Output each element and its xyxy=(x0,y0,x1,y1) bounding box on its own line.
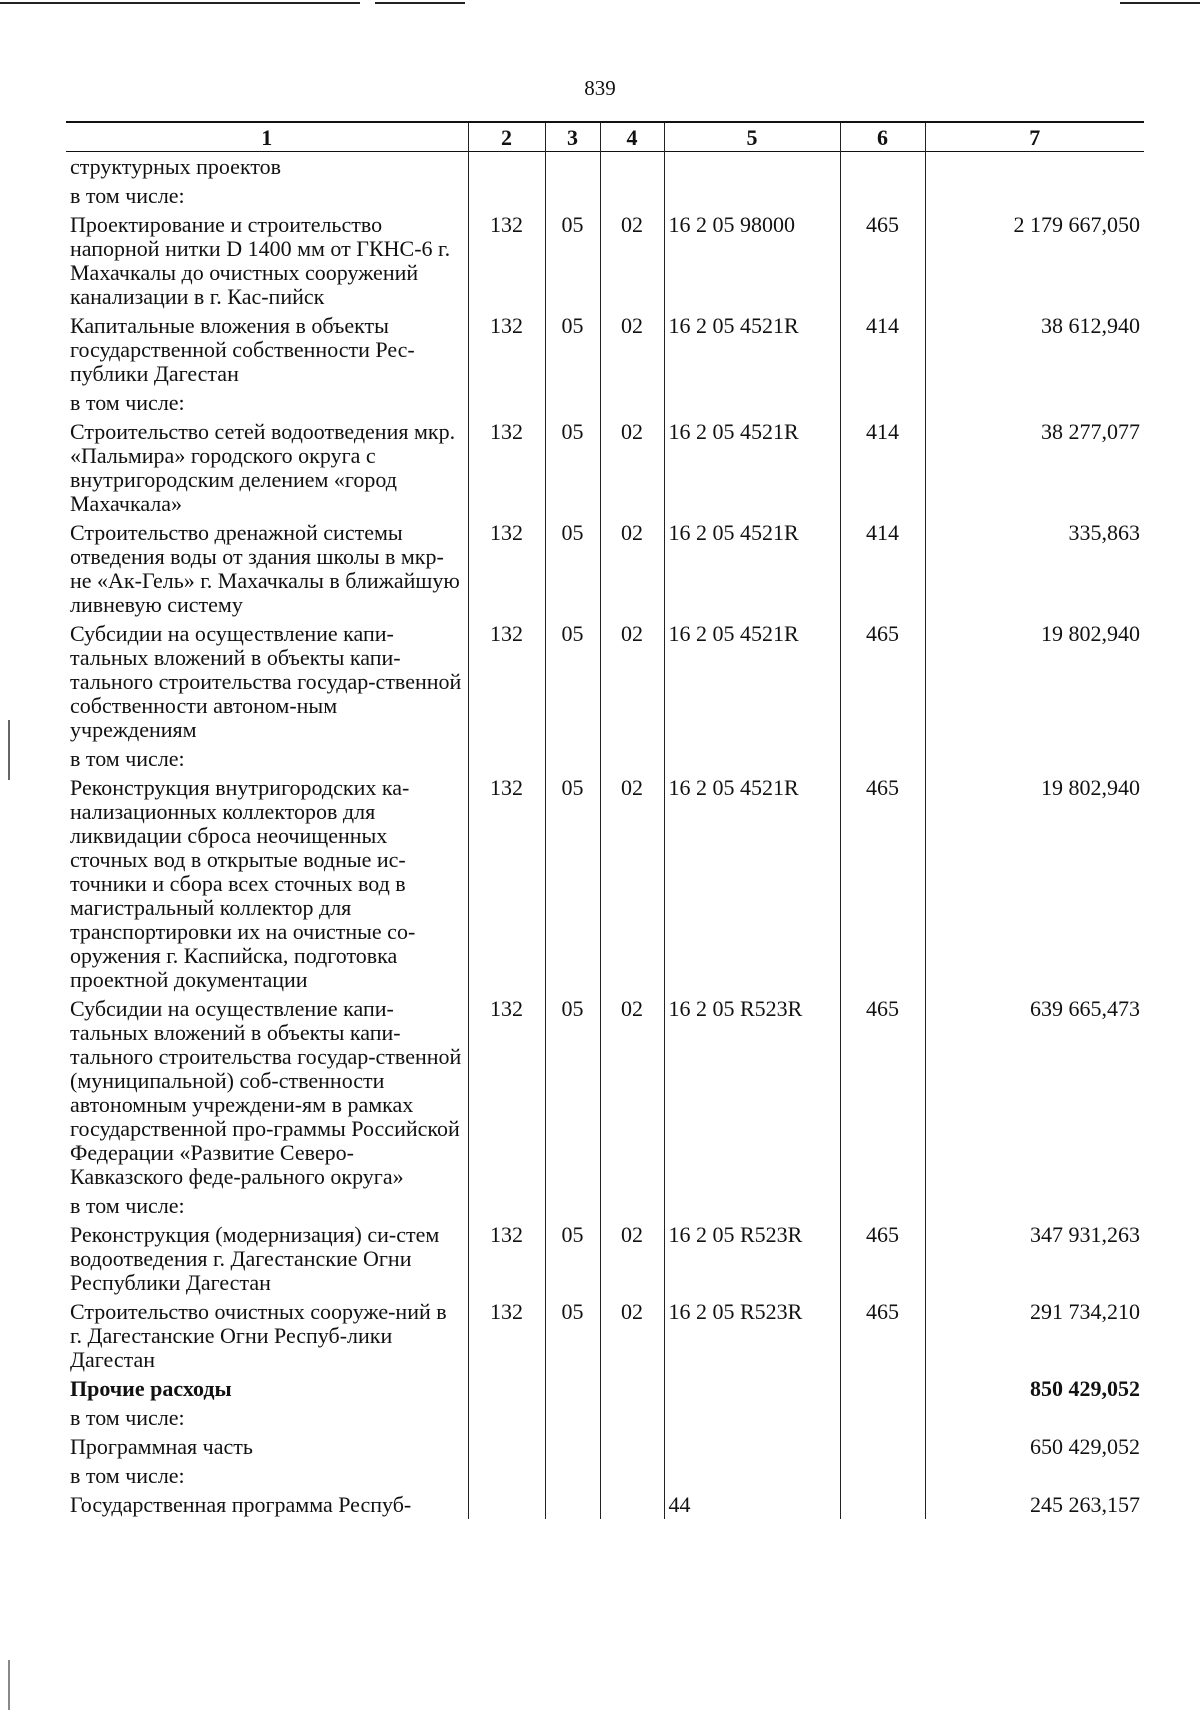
subsection-cell xyxy=(600,1403,664,1432)
expense-type-cell: 414 xyxy=(840,311,925,388)
target-article-cell: 16 2 05 4521R xyxy=(664,518,840,619)
table-row xyxy=(66,744,1144,773)
table-row xyxy=(66,1220,1144,1297)
owner-code-cell xyxy=(468,388,545,417)
subsection-cell: 02 xyxy=(600,619,664,744)
section-cell: 05 xyxy=(545,417,600,518)
column-header: 7 xyxy=(925,122,1144,152)
section-cell xyxy=(545,1432,600,1461)
table-row xyxy=(66,181,1144,210)
row-name-cell: Строительство сетей водоотведения мкр. «Пальмира» городского округа с внутригородским делением «город Махачкала» xyxy=(70,419,456,516)
table-row xyxy=(66,210,1144,311)
expense-type-cell xyxy=(840,1191,925,1220)
subsection-cell: 02 xyxy=(600,210,664,311)
section-cell xyxy=(545,1490,600,1519)
expense-type-cell xyxy=(840,1432,925,1461)
target-article-cell: 16 2 05 4521R xyxy=(664,773,840,994)
column-header: 4 xyxy=(600,122,664,152)
target-article-cell: 16 2 05 R523R xyxy=(664,994,840,1191)
subsection-cell xyxy=(600,1374,664,1403)
row-name-cell: структурных проектов xyxy=(70,154,282,179)
owner-code-cell: 132 xyxy=(468,994,545,1191)
target-article-cell: 16 2 05 4521R xyxy=(664,417,840,518)
budget-table xyxy=(66,121,1144,1519)
expense-type-cell xyxy=(840,1461,925,1490)
owner-code-cell: 132 xyxy=(468,417,545,518)
row-name-cell: в том числе: xyxy=(70,183,185,208)
scan-margin-mark xyxy=(8,1660,10,1710)
amount-cell: 650 429,052 xyxy=(925,1432,1144,1461)
column-header: 1 xyxy=(261,125,273,150)
row-name-cell: Проектирование и строительство напорной нитки D 1400 мм от ГКНС-6 г. Махачкалы до очистных сооружений канализации в г. Кас-пийск xyxy=(70,212,451,309)
section-cell xyxy=(545,388,600,417)
table-row xyxy=(66,619,1144,744)
amount-cell: 19 802,940 xyxy=(925,619,1144,744)
section-cell: 05 xyxy=(545,1297,600,1374)
target-article-cell: 44 xyxy=(664,1490,840,1519)
subsection-cell: 02 xyxy=(600,773,664,994)
owner-code-cell: 132 xyxy=(468,311,545,388)
top-border-line-1 xyxy=(0,2,360,4)
amount-cell xyxy=(925,744,1144,773)
subsection-cell xyxy=(600,181,664,210)
table-row xyxy=(66,311,1144,388)
top-border-line-2 xyxy=(375,2,465,4)
subsection-cell xyxy=(600,744,664,773)
target-article-cell xyxy=(664,181,840,210)
expense-type-cell xyxy=(840,1403,925,1432)
row-name-cell: в том числе: xyxy=(70,1405,185,1430)
amount-cell: 347 931,263 xyxy=(925,1220,1144,1297)
amount-cell: 335,863 xyxy=(925,518,1144,619)
expense-type-cell xyxy=(840,388,925,417)
row-name-cell: Прочие расходы xyxy=(70,1376,232,1401)
amount-cell xyxy=(925,388,1144,417)
row-name-cell: Строительство очистных сооруже-ний в г. Дагестанские Огни Респуб-лики Дагестан xyxy=(70,1299,447,1372)
section-cell: 05 xyxy=(545,994,600,1191)
row-name-cell: Программная часть xyxy=(70,1434,253,1459)
subsection-cell: 02 xyxy=(600,994,664,1191)
subsection-cell: 02 xyxy=(600,311,664,388)
target-article-cell xyxy=(664,1432,840,1461)
expense-type-cell: 465 xyxy=(840,619,925,744)
page-number: 839 xyxy=(584,76,616,100)
row-name-cell: в том числе: xyxy=(70,746,185,771)
subsection-cell xyxy=(600,152,664,182)
expense-type-cell: 465 xyxy=(840,994,925,1191)
target-article-cell: 16 2 05 4521R xyxy=(664,311,840,388)
target-article-cell xyxy=(664,1191,840,1220)
expense-type-cell xyxy=(840,181,925,210)
owner-code-cell: 132 xyxy=(468,518,545,619)
section-cell: 05 xyxy=(545,210,600,311)
table-row xyxy=(66,1403,1144,1432)
table-row xyxy=(66,1461,1144,1490)
owner-code-cell xyxy=(468,1403,545,1432)
section-cell xyxy=(545,744,600,773)
table-row xyxy=(66,417,1144,518)
row-name-cell: Капитальные вложения в объекты государственной собственности Рес-публики Дагестан xyxy=(70,313,415,386)
table-row xyxy=(66,518,1144,619)
section-cell: 05 xyxy=(545,518,600,619)
table-row xyxy=(66,388,1144,417)
section-cell: 05 xyxy=(545,311,600,388)
section-cell: 05 xyxy=(545,773,600,994)
owner-code-cell: 132 xyxy=(468,1297,545,1374)
section-cell: 05 xyxy=(545,1220,600,1297)
row-name-cell: Строительство дренажной системы отведения воды от здания школы в мкр-не «Ак-Гель» г. Махачкалы в ближайшую ливневую систему xyxy=(70,520,460,617)
subsection-cell xyxy=(600,1432,664,1461)
table-row xyxy=(66,1490,1144,1519)
target-article-cell: 16 2 05 R523R xyxy=(664,1297,840,1374)
row-name-cell: Субсидии на осуществление капи-тальных вложений в объекты капи-тального строительства государ-ственной (муниципальной) соб-ственности автономным учреждени-ям в рамках государственной про-граммы Российской Федерации «Развитие Северо-Кавказского феде-рального округа» xyxy=(70,996,462,1189)
owner-code-cell xyxy=(468,1490,545,1519)
table-row xyxy=(66,1297,1144,1374)
expense-type-cell xyxy=(840,152,925,182)
row-name-cell: в том числе: xyxy=(70,1193,185,1218)
section-cell xyxy=(545,1403,600,1432)
table-row xyxy=(66,1432,1144,1461)
subsection-cell xyxy=(600,1490,664,1519)
owner-code-cell xyxy=(468,1191,545,1220)
scan-margin-mark xyxy=(8,720,10,780)
owner-code-cell xyxy=(468,1432,545,1461)
subsection-cell: 02 xyxy=(600,417,664,518)
subsection-cell: 02 xyxy=(600,518,664,619)
amount-cell: 38 277,077 xyxy=(925,417,1144,518)
expense-type-cell: 465 xyxy=(840,1220,925,1297)
subsection-cell xyxy=(600,1461,664,1490)
amount-cell: 291 734,210 xyxy=(925,1297,1144,1374)
section-cell xyxy=(545,1374,600,1403)
amount-cell xyxy=(925,181,1144,210)
row-name-cell: Реконструкция внутригородских ка-нализационных коллекторов для ликвидации сброса неочищенных сточных вод в открытые водные ис-точники и сбора всех сточных вод в магистральный коллектор для транспортировки их на очистные со-оружения г. Каспийска, подготовка проектной документации xyxy=(70,775,416,992)
owner-code-cell xyxy=(468,744,545,773)
subsection-cell: 02 xyxy=(600,1220,664,1297)
row-name-cell: в том числе: xyxy=(70,1463,185,1488)
target-article-cell xyxy=(664,1461,840,1490)
table-row xyxy=(66,1191,1144,1220)
owner-code-cell: 132 xyxy=(468,1220,545,1297)
expense-type-cell: 465 xyxy=(840,773,925,994)
owner-code-cell: 132 xyxy=(468,773,545,994)
owner-code-cell xyxy=(468,1374,545,1403)
expense-type-cell xyxy=(840,744,925,773)
subsection-cell xyxy=(600,1191,664,1220)
amount-cell xyxy=(925,152,1144,182)
amount-cell: 639 665,473 xyxy=(925,994,1144,1191)
row-name-cell: в том числе: xyxy=(70,390,185,415)
target-article-cell: 16 2 05 98000 xyxy=(664,210,840,311)
expense-type-cell: 414 xyxy=(840,518,925,619)
section-cell xyxy=(545,152,600,182)
column-header: 2 xyxy=(468,122,545,152)
top-border-line-3 xyxy=(1120,2,1200,4)
target-article-cell xyxy=(664,388,840,417)
expense-type-cell xyxy=(840,1490,925,1519)
column-header: 5 xyxy=(664,122,840,152)
table-row xyxy=(66,773,1144,994)
target-article-cell xyxy=(664,1374,840,1403)
target-article-cell: 16 2 05 R523R xyxy=(664,1220,840,1297)
section-cell: 05 xyxy=(545,619,600,744)
table-row xyxy=(66,994,1144,1191)
subsection-cell xyxy=(600,388,664,417)
expense-type-cell xyxy=(840,1374,925,1403)
amount-cell: 245 263,157 xyxy=(925,1490,1144,1519)
row-name-cell: Реконструкция (модернизация) си-стем водоотведения г. Дагестанские Огни Республики Дагестан xyxy=(70,1222,440,1295)
owner-code-cell: 132 xyxy=(468,619,545,744)
column-header: 3 xyxy=(545,122,600,152)
table-row xyxy=(66,1374,1144,1403)
target-article-cell xyxy=(664,744,840,773)
table-header-row xyxy=(66,122,1144,152)
section-cell xyxy=(545,181,600,210)
column-header: 6 xyxy=(840,122,925,152)
amount-cell xyxy=(925,1403,1144,1432)
owner-code-cell xyxy=(468,181,545,210)
amount-cell: 19 802,940 xyxy=(925,773,1144,994)
expense-type-cell: 465 xyxy=(840,210,925,311)
owner-code-cell: 132 xyxy=(468,210,545,311)
row-name-cell: Субсидии на осуществление капи-тальных вложений в объекты капи-тального строительства государ-ственной собственности автоном-ным учреждениям xyxy=(70,621,462,742)
owner-code-cell xyxy=(468,1461,545,1490)
table-row xyxy=(66,152,1144,182)
amount-cell: 850 429,052 xyxy=(925,1374,1144,1403)
amount-cell xyxy=(925,1461,1144,1490)
owner-code-cell xyxy=(468,152,545,182)
amount-cell: 2 179 667,050 xyxy=(925,210,1144,311)
expense-type-cell: 414 xyxy=(840,417,925,518)
section-cell xyxy=(545,1191,600,1220)
subsection-cell: 02 xyxy=(600,1297,664,1374)
target-article-cell xyxy=(664,1403,840,1432)
amount-cell xyxy=(925,1191,1144,1220)
section-cell xyxy=(545,1461,600,1490)
amount-cell: 38 612,940 xyxy=(925,311,1144,388)
row-name-cell: Государственная программа Респуб- xyxy=(70,1492,412,1517)
target-article-cell xyxy=(664,152,840,182)
expense-type-cell: 465 xyxy=(840,1297,925,1374)
target-article-cell: 16 2 05 4521R xyxy=(664,619,840,744)
